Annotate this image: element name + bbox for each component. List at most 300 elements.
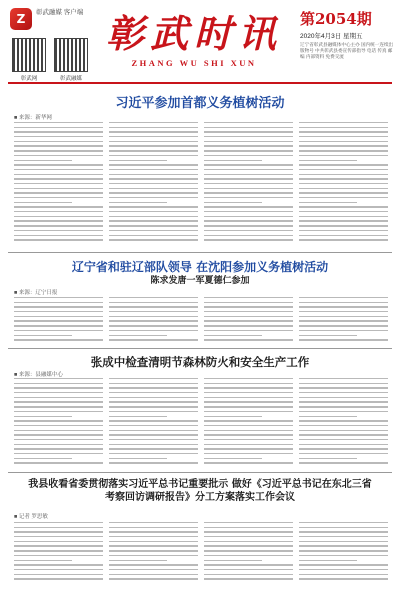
section-divider: [8, 472, 392, 473]
qr-code-icon[interactable]: [12, 38, 46, 72]
text-line: [204, 420, 293, 421]
text-line: [14, 239, 103, 240]
article-body: [14, 378, 388, 468]
text-line: [14, 136, 103, 137]
text-line: [204, 127, 293, 128]
text-column: [109, 122, 198, 248]
newspaper-pinyin: ZHANG WU SHI XUN: [131, 58, 257, 68]
text-line: [14, 434, 103, 435]
text-line: [204, 131, 293, 132]
text-line: [14, 383, 103, 384]
text-line: [299, 216, 388, 217]
text-line: [299, 387, 388, 388]
text-line: [109, 211, 198, 212]
text-line: [299, 569, 388, 570]
text-line: [14, 169, 103, 170]
text-line: [109, 178, 198, 179]
text-line: [204, 230, 293, 231]
text-line: [14, 183, 103, 184]
text-line: [299, 192, 388, 193]
text-line: [109, 150, 198, 151]
text-line: [204, 527, 293, 528]
text-line: [299, 206, 388, 207]
article-body: [14, 122, 388, 248]
app-promo-text: 彰武融媒 客户端: [36, 9, 84, 16]
text-line: [204, 453, 293, 454]
text-line: [14, 316, 103, 317]
text-line: [109, 206, 198, 207]
app-promo: [10, 8, 92, 82]
newspaper-title: 彰武时讯: [105, 11, 282, 56]
text-line: [109, 448, 198, 449]
text-line: [299, 302, 388, 303]
text-column: [109, 297, 198, 345]
text-line: [299, 425, 388, 426]
text-line: [299, 145, 388, 146]
text-line: [109, 420, 198, 421]
text-line: [109, 174, 198, 175]
text-line: [14, 527, 103, 528]
text-line: [204, 430, 293, 431]
text-line: [299, 536, 388, 537]
text-line: [14, 545, 103, 546]
text-line: [299, 397, 388, 398]
text-line: [204, 122, 293, 123]
text-line: [14, 150, 103, 151]
text-column: [299, 297, 388, 345]
text-line: [204, 188, 293, 189]
text-line: [204, 387, 293, 388]
text-line: [299, 235, 388, 236]
text-line: [109, 531, 198, 532]
text-column: [204, 378, 293, 468]
text-line: [204, 197, 293, 198]
text-line: [299, 136, 388, 137]
text-line: [109, 416, 167, 417]
text-line: [204, 206, 293, 207]
text-line: [299, 183, 388, 184]
text-line: [204, 216, 293, 217]
text-line: [109, 316, 198, 317]
text-line: [299, 527, 388, 528]
text-line: [109, 335, 167, 336]
text-line: [299, 411, 388, 412]
text-line: [14, 444, 103, 445]
publisher-info: 辽宁省彰武县融媒体中心主办 国内统一连续出版物号 中共彰武县委宣传部指导 电话 传真 邮编 内部资料 免费交流: [300, 42, 394, 59]
text-line: [109, 197, 198, 198]
text-line: [109, 401, 198, 402]
text-line: [14, 211, 103, 212]
text-line: [204, 330, 293, 331]
issue-info: [300, 8, 396, 60]
text-line: [299, 550, 388, 551]
issue-number: 第2054期: [300, 10, 372, 28]
section-divider: [8, 252, 392, 253]
text-column: [299, 522, 388, 584]
text-line: [204, 145, 293, 146]
text-line: [299, 531, 388, 532]
text-line: [109, 131, 198, 132]
text-line: [14, 392, 103, 393]
app-logo-icon[interactable]: Z: [10, 8, 32, 30]
text-line: [299, 188, 388, 189]
text-line: [14, 320, 103, 321]
text-line: [14, 462, 103, 463]
text-line: [14, 311, 103, 312]
text-column: [109, 522, 198, 584]
text-line: [299, 401, 388, 402]
text-line: [204, 136, 293, 137]
text-line: [204, 439, 293, 440]
text-line: [299, 560, 357, 561]
text-line: [204, 220, 293, 221]
text-line: [204, 541, 293, 542]
text-line: [14, 325, 103, 326]
text-line: [299, 174, 388, 175]
text-line: [299, 164, 388, 165]
text-line: [14, 206, 103, 207]
text-line: [14, 164, 103, 165]
text-line: [299, 211, 388, 212]
text-line: [109, 453, 198, 454]
text-line: [204, 183, 293, 184]
text-line: [204, 444, 293, 445]
text-line: [204, 378, 293, 379]
text-line: [299, 306, 388, 307]
text-line: [14, 560, 72, 561]
text-line: [299, 335, 357, 336]
text-line: [299, 430, 388, 431]
text-line: [14, 531, 103, 532]
text-line: [109, 462, 198, 463]
text-line: [204, 531, 293, 532]
text-line: [299, 202, 357, 203]
text-column: [299, 378, 388, 468]
article-byline: ■ 来源：县融媒中心: [14, 372, 63, 378]
text-line: [14, 522, 103, 523]
text-line: [14, 458, 72, 459]
text-line: [109, 330, 198, 331]
text-line: [14, 569, 103, 570]
text-line: [109, 160, 167, 161]
text-line: [299, 160, 357, 161]
text-line: [204, 448, 293, 449]
text-line: [204, 297, 293, 298]
text-line: [299, 230, 388, 231]
text-line: [299, 169, 388, 170]
text-line: [204, 416, 262, 417]
text-column: [109, 378, 198, 468]
text-line: [299, 564, 388, 565]
article-headline[interactable]: 辽宁省和驻辽部队领导 在沈阳参加义务植树活动: [71, 260, 329, 274]
text-line: [14, 448, 103, 449]
text-line: [14, 555, 103, 556]
text-line: [109, 522, 198, 523]
article-subtitle: 陈求发唐一军夏德仁参加: [150, 276, 250, 286]
text-line: [109, 550, 198, 551]
article-byline: ■ 记者 罗思敏: [14, 514, 48, 520]
text-line: [204, 150, 293, 151]
text-line: [204, 462, 293, 463]
text-line: [299, 522, 388, 523]
text-line: [204, 574, 293, 575]
text-line: [299, 541, 388, 542]
text-line: [109, 425, 198, 426]
text-line: [14, 174, 103, 175]
article-body: [14, 522, 388, 584]
text-line: [14, 160, 72, 161]
text-line: [299, 383, 388, 384]
text-line: [109, 216, 198, 217]
text-line: [14, 430, 103, 431]
text-line: [109, 306, 198, 307]
text-line: [109, 545, 198, 546]
article-headline[interactable]: 习近平参加首都义务植树活动: [115, 96, 285, 111]
text-line: [204, 397, 293, 398]
text-line: [14, 397, 103, 398]
text-column: [14, 122, 103, 248]
text-line: [109, 411, 198, 412]
text-line: [109, 564, 198, 565]
text-line: [109, 536, 198, 537]
text-line: [14, 339, 103, 340]
text-line: [109, 406, 198, 407]
text-line: [109, 397, 198, 398]
text-line: [14, 192, 103, 193]
text-column: [204, 297, 293, 345]
text-line: [299, 555, 388, 556]
article-headline[interactable]: 我县收看省委贯彻落实习近平总书记重要批示 做好《习近平总书记在东北三省考察回访调研报告》分工方案落实工作会议: [28, 479, 372, 503]
text-line: [14, 406, 103, 407]
text-line: [204, 178, 293, 179]
text-line: [299, 444, 388, 445]
article-body: [14, 297, 388, 345]
text-line: [109, 458, 167, 459]
text-line: [109, 141, 198, 142]
article-byline: ■ 来源：辽宁日报: [14, 290, 58, 296]
text-column: [204, 522, 293, 584]
text-line: [109, 188, 198, 189]
article-byline: ■ 来源：新华网: [14, 115, 52, 121]
text-line: [299, 420, 388, 421]
text-line: [14, 453, 103, 454]
text-line: [14, 122, 103, 123]
text-line: [204, 555, 293, 556]
section-divider: [8, 348, 392, 349]
text-column: [14, 522, 103, 584]
text-line: [204, 160, 262, 161]
text-line: [204, 192, 293, 193]
text-line: [299, 178, 388, 179]
text-column: [204, 122, 293, 248]
text-line: [14, 541, 103, 542]
text-line: [299, 406, 388, 407]
text-column: [14, 297, 103, 345]
text-line: [204, 522, 293, 523]
text-line: [204, 550, 293, 551]
text-line: [299, 155, 388, 156]
text-line: [204, 174, 293, 175]
text-line: [14, 197, 103, 198]
text-line: [299, 578, 388, 579]
text-line: [299, 239, 388, 240]
text-line: [14, 225, 103, 226]
text-line: [299, 320, 388, 321]
text-line: [204, 578, 293, 579]
text-line: [14, 220, 103, 221]
qr-right-label: 彰武融媒: [59, 76, 82, 82]
text-line: [204, 311, 293, 312]
text-line: [204, 211, 293, 212]
text-line: [14, 387, 103, 388]
text-line: [109, 202, 167, 203]
text-line: [109, 225, 198, 226]
text-column: [299, 122, 388, 248]
text-line: [204, 545, 293, 546]
text-line: [109, 578, 198, 579]
text-line: [14, 401, 103, 402]
text-line: [204, 202, 262, 203]
text-line: [14, 145, 103, 146]
text-line: [299, 225, 388, 226]
text-line: [204, 164, 293, 165]
text-line: [204, 225, 293, 226]
article-headline[interactable]: 张成中检查清明节森林防火和安全生产工作: [90, 355, 310, 369]
text-line: [204, 425, 293, 426]
text-line: [14, 411, 103, 412]
text-line: [109, 235, 198, 236]
text-line: [14, 574, 103, 575]
text-line: [109, 320, 198, 321]
text-line: [299, 316, 388, 317]
masthead-rule: [8, 82, 392, 84]
text-line: [109, 560, 167, 561]
text-line: [204, 316, 293, 317]
text-line: [299, 141, 388, 142]
text-line: [204, 564, 293, 565]
text-line: [204, 302, 293, 303]
text-line: [204, 235, 293, 236]
text-line: [109, 434, 198, 435]
text-line: [14, 425, 103, 426]
text-line: [204, 406, 293, 407]
text-line: [109, 378, 198, 379]
text-line: [204, 141, 293, 142]
text-line: [109, 383, 198, 384]
text-line: [204, 458, 262, 459]
text-line: [299, 330, 388, 331]
text-line: [14, 420, 103, 421]
text-line: [204, 339, 293, 340]
text-line: [14, 330, 103, 331]
text-line: [109, 392, 198, 393]
text-line: [299, 150, 388, 151]
text-line: [14, 378, 103, 379]
text-line: [109, 230, 198, 231]
text-line: [299, 416, 357, 417]
text-line: [204, 569, 293, 570]
text-line: [14, 178, 103, 179]
text-line: [299, 574, 388, 575]
text-line: [204, 320, 293, 321]
text-line: [299, 220, 388, 221]
text-line: [204, 335, 262, 336]
text-line: [299, 197, 388, 198]
text-line: [14, 578, 103, 579]
text-line: [299, 392, 388, 393]
masthead: [0, 0, 400, 82]
text-line: [109, 325, 198, 326]
text-line: [109, 164, 198, 165]
text-line: [204, 392, 293, 393]
text-line: [109, 136, 198, 137]
issue-date: 2020年4月3日 星期五: [300, 33, 363, 40]
text-line: [299, 453, 388, 454]
text-line: [14, 131, 103, 132]
text-line: [204, 155, 293, 156]
text-line: [299, 434, 388, 435]
text-line: [14, 335, 72, 336]
text-line: [109, 145, 198, 146]
text-line: [14, 202, 72, 203]
text-line: [109, 311, 198, 312]
text-line: [299, 127, 388, 128]
text-line: [14, 416, 72, 417]
text-line: [204, 560, 262, 561]
text-line: [14, 230, 103, 231]
text-line: [14, 439, 103, 440]
text-line: [299, 462, 388, 463]
text-line: [14, 550, 103, 551]
text-line: [14, 235, 103, 236]
text-line: [299, 339, 388, 340]
text-line: [109, 127, 198, 128]
text-line: [109, 541, 198, 542]
text-line: [204, 536, 293, 537]
text-column: [14, 378, 103, 468]
text-line: [14, 306, 103, 307]
text-line: [109, 439, 198, 440]
text-line: [14, 216, 103, 217]
text-line: [109, 387, 198, 388]
text-line: [14, 141, 103, 142]
text-line: [299, 378, 388, 379]
text-line: [299, 325, 388, 326]
text-line: [204, 169, 293, 170]
text-line: [299, 122, 388, 123]
text-line: [299, 311, 388, 312]
text-line: [109, 122, 198, 123]
qr-code-icon[interactable]: [54, 38, 88, 72]
text-line: [204, 434, 293, 435]
text-line: [299, 458, 357, 459]
text-line: [109, 339, 198, 340]
text-line: [109, 574, 198, 575]
text-line: [109, 155, 198, 156]
text-line: [204, 306, 293, 307]
text-line: [109, 239, 198, 240]
text-line: [109, 555, 198, 556]
text-line: [14, 188, 103, 189]
qr-left-label: 彰武网: [20, 76, 38, 82]
text-line: [109, 527, 198, 528]
text-line: [109, 444, 198, 445]
text-line: [299, 448, 388, 449]
text-line: [299, 131, 388, 132]
text-line: [204, 383, 293, 384]
text-line: [299, 439, 388, 440]
text-line: [299, 545, 388, 546]
